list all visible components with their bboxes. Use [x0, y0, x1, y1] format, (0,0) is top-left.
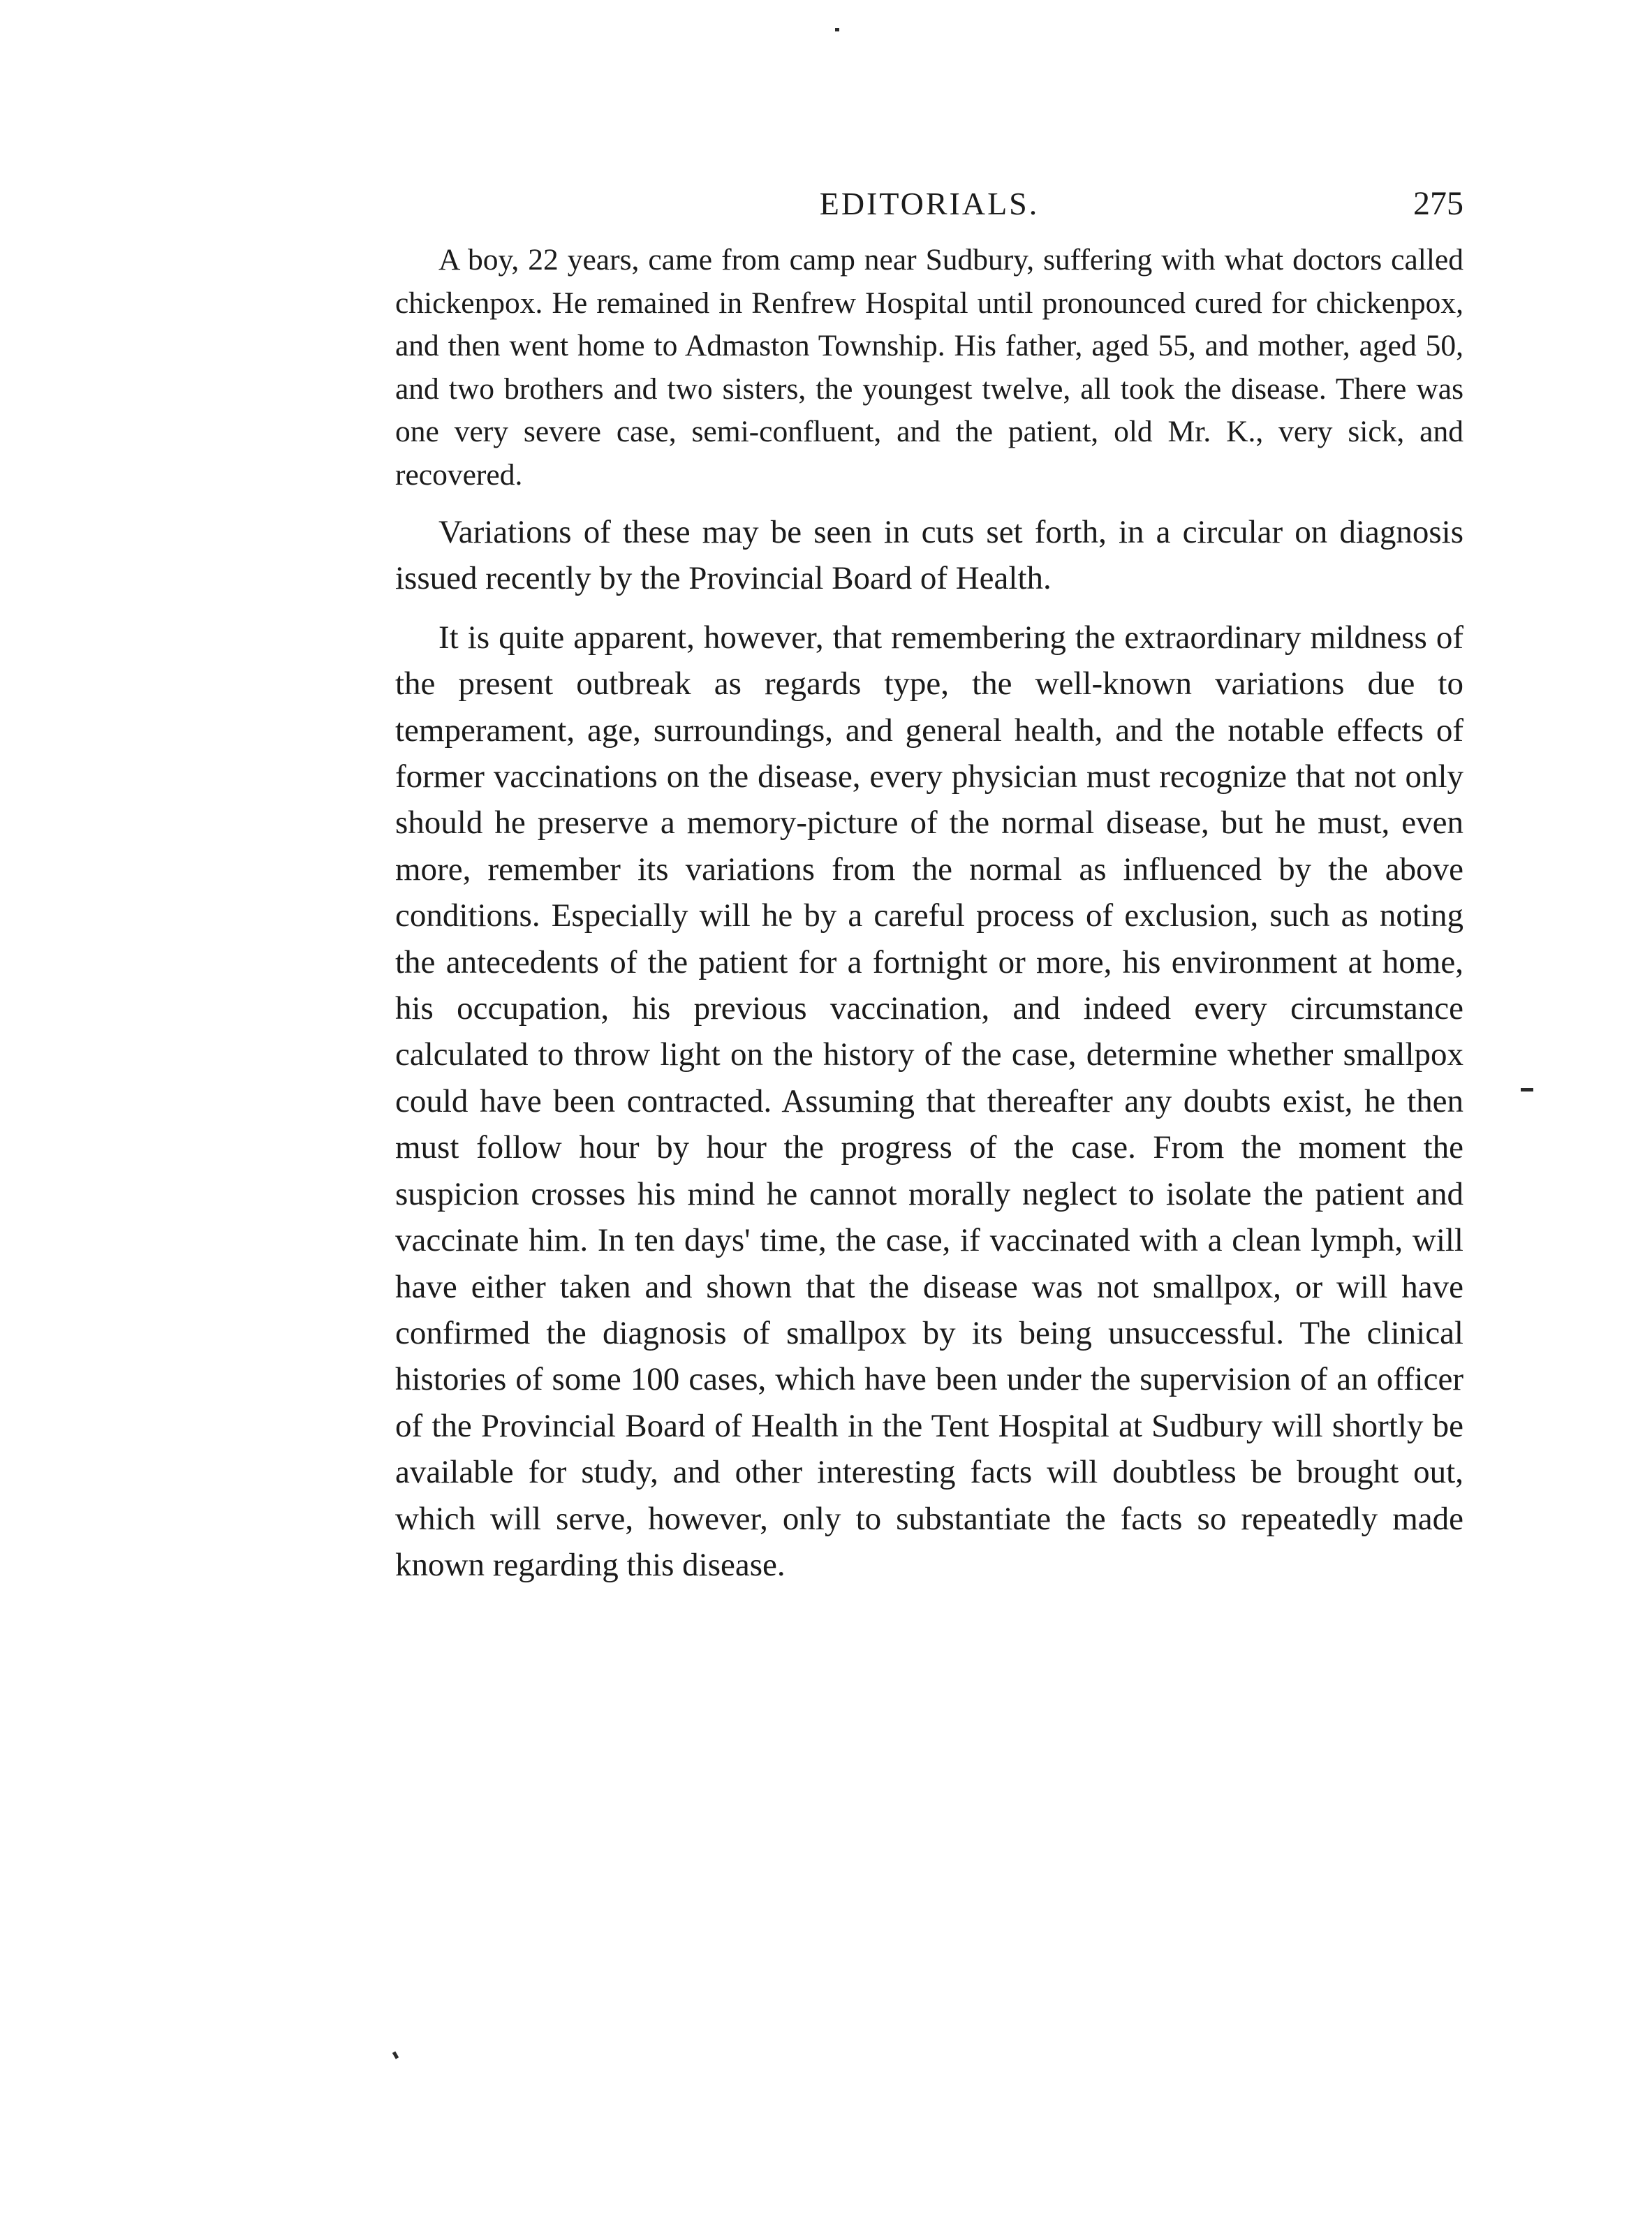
running-title: EDITORIALS.	[819, 186, 1040, 221]
article-body	[395, 239, 1463, 1601]
scan-speck	[1521, 1088, 1533, 1091]
scan-speck	[835, 28, 839, 31]
paragraph-case-report: A boy, 22 years, came from camp near Sudbury, suffering with what doctors called chickenpox. He remained in Renfrew Hospital until pronounced cured for chickenpox, and then went home to Admaston Township. His father, aged 55, and mother, aged 50, and two brothers and two sisters, the youngest twelve, all took the disease. There was one very severe case, semi-confluent, and the patient, old Mr. K., very sick, and recovered.	[395, 243, 1463, 492]
page-header	[395, 183, 1463, 232]
scan-speck	[392, 2051, 399, 2059]
page-number: 275	[1413, 185, 1463, 222]
paragraph-diagnosis: It is quite apparent, however, that remembering the extraordinary mildness of the present outbreak as regards type, the well-known variations due to temperament, age, surroundings, and general health, and the notable effects of former vaccinations on the disease, every physician must recognize that not only should he preserve a memory-picture of the normal disease, but he must, even more, remember its variations from the normal as influenced by the above conditions. Especially will he by a careful process of exclusion, such as noting the antecedents of the patient for a fortnight or more, his environment at home, his occupation, his previous vaccination, and indeed every circumstance calculated to throw light on the history of the case, determine whether smallpox could have been contracted. Assuming that thereafter any doubts exist, he then must follow hour by hour the progress of the case. From the moment the suspicion crosses his mind he cannot morally neglect to isolate the patient and vaccinate him. In ten days' time, the case, if vaccinated with a clean lymph, will have either taken and shown that the disease was not smallpox, or will have confirmed the diagnosis of smallpox by its being unsuccessful. The clinical histories of some 100 cases, which have been under the supervision of an officer of the Provincial Board of Health in the Tent Hospital at Sudbury will shortly be available for study, and other interesting facts will doubtless be brought out, which will serve, however, only to substantiate the facts so repeatedly made known regarding this disease.	[395, 619, 1463, 1583]
paragraph-variations: Variations of these may be seen in cuts set forth, in a circular on diagnosis issued recently by the Provincial Board of Health.	[395, 514, 1463, 597]
